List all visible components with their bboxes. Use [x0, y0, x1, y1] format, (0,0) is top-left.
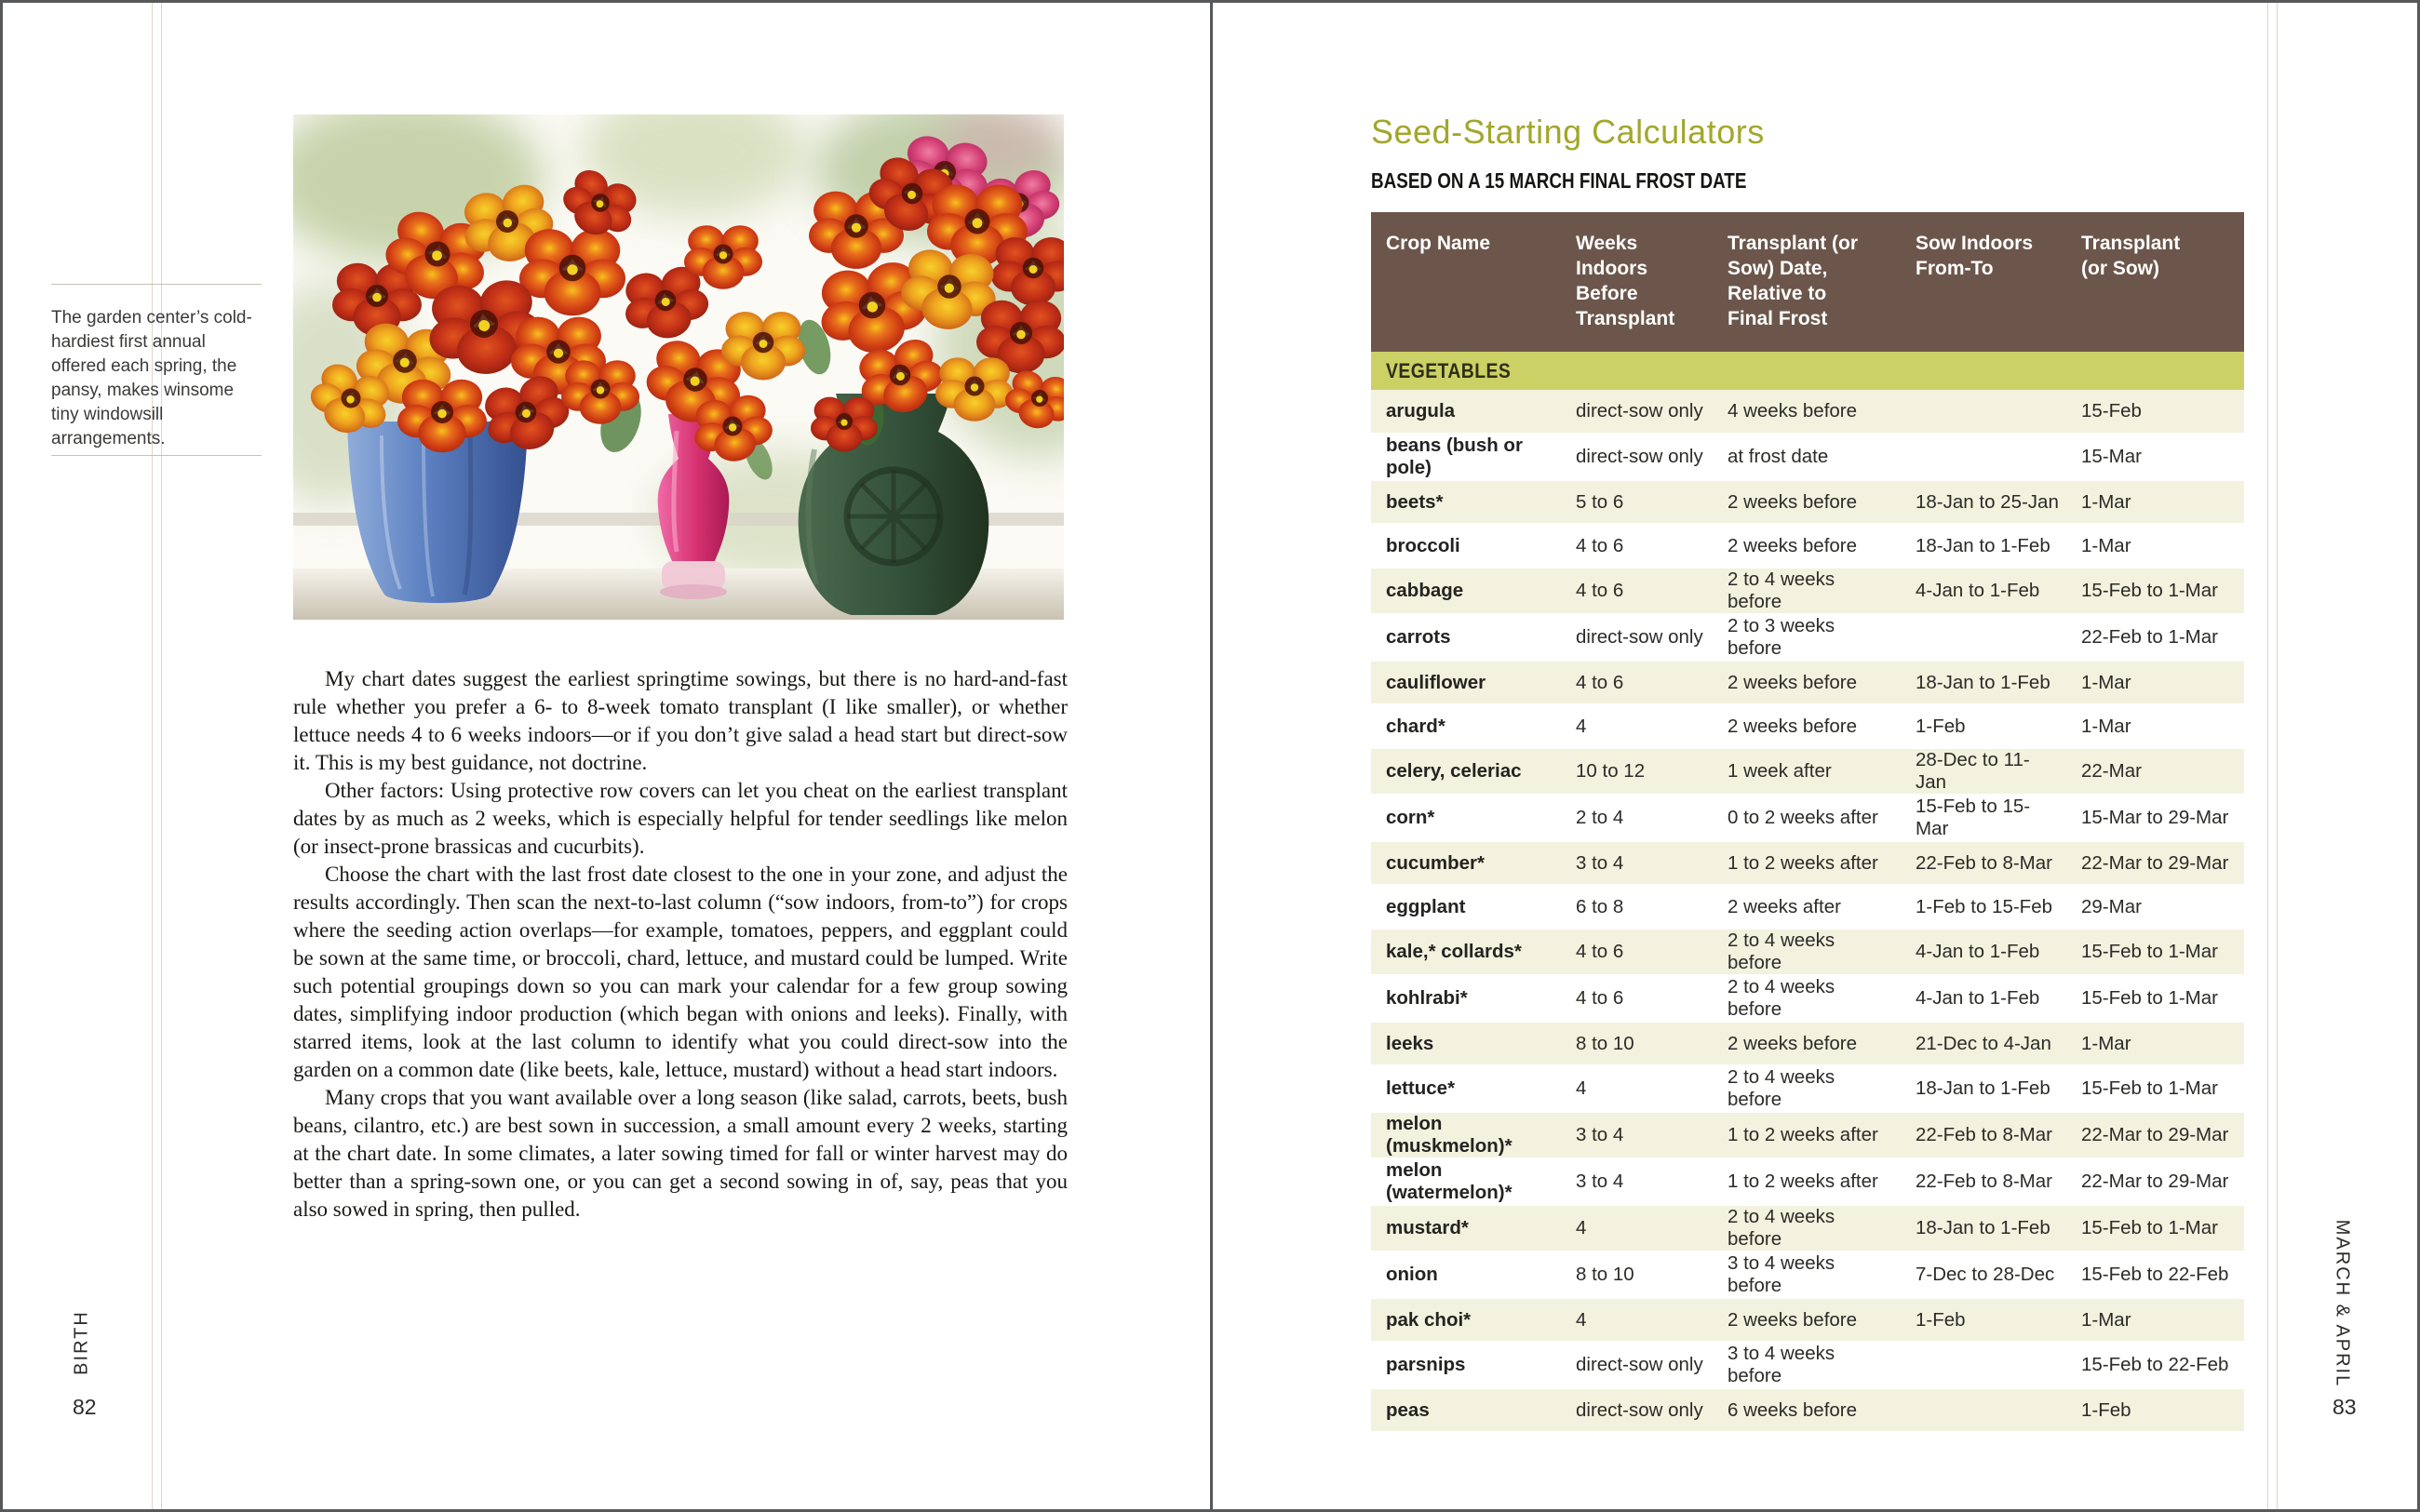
table-row: [1371, 929, 2244, 975]
relative-date-cell: 1 to 2 weeks after: [1713, 841, 1901, 885]
sow-indoors-cell: 15-Feb to 15-Mar: [1901, 795, 2066, 841]
relative-date-cell: 2 to 4 weeks before: [1713, 929, 1901, 975]
left-margin-rule-inner: [161, 3, 162, 1512]
crop-name-cell: parsnips: [1371, 1342, 1561, 1388]
table-row: [1371, 1065, 2244, 1112]
table-row: [1371, 841, 2244, 885]
transplant-date-cell: 1-Mar: [2066, 1298, 2244, 1342]
table-row: [1371, 390, 2244, 434]
weeks-indoors-cell: 4 to 6: [1561, 975, 1713, 1022]
table-row: [1371, 1298, 2244, 1342]
transplant-date-cell: 15-Feb to 1-Mar: [2066, 975, 2244, 1022]
weeks-indoors-cell: direct-sow only: [1561, 614, 1713, 661]
relative-date-cell: 0 to 2 weeks after: [1713, 795, 1901, 841]
caption-rule-top: [51, 284, 262, 285]
transplant-date-cell: 15-Mar: [2066, 434, 2244, 480]
weeks-indoors-cell: 4: [1561, 1065, 1713, 1112]
weeks-indoors-cell: direct-sow only: [1561, 1388, 1713, 1432]
crop-name-cell: arugula: [1371, 390, 1561, 434]
transplant-date-cell: 15-Feb to 1-Mar: [2066, 1065, 2244, 1112]
table-row: [1371, 661, 2244, 704]
relative-date-cell: 3 to 4 weeks before: [1713, 1342, 1901, 1388]
sow-indoors-cell: [1901, 434, 2066, 480]
relative-date-cell: 2 weeks before: [1713, 661, 1901, 704]
transplant-date-cell: 1-Mar: [2066, 1022, 2244, 1065]
transplant-date-cell: 1-Mar: [2066, 661, 2244, 704]
paragraph-2: Other factors: Using protective row covers can let you cheat on the earliest transplant dates by as much as 2 weeks, which is especially helpful for tender seedlings like melon (or insect-prone brassicas and cucurbits).: [293, 779, 1068, 858]
transplant-date-cell: 15-Feb to 1-Mar: [2066, 568, 2244, 614]
crop-name-cell: peas: [1371, 1388, 1561, 1432]
weeks-indoors-cell: 4: [1561, 1298, 1713, 1342]
sow-indoors-cell: 1-Feb to 15-Feb: [1901, 885, 2066, 929]
relative-date-cell: 2 to 4 weeks before: [1713, 975, 1901, 1022]
table-row: [1371, 1022, 2244, 1065]
crop-name-cell: kohlrabi*: [1371, 975, 1561, 1022]
table-row: [1371, 434, 2244, 480]
sow-indoors-cell: 4-Jan to 1-Feb: [1901, 975, 2066, 1022]
transplant-date-cell: 22-Mar: [2066, 748, 2244, 795]
relative-date-cell: 4 weeks before: [1713, 390, 1901, 434]
table-row: [1371, 1342, 2244, 1388]
table-row: [1371, 748, 2244, 795]
sow-indoors-cell: 1-Feb: [1901, 1298, 2066, 1342]
crop-name-cell: melon (watermelon)*: [1371, 1158, 1561, 1205]
sow-indoors-cell: [1901, 1388, 2066, 1432]
weeks-indoors-cell: 3 to 4: [1561, 1158, 1713, 1205]
crop-name-cell: cabbage: [1371, 568, 1561, 614]
weeks-indoors-cell: 2 to 4: [1561, 795, 1713, 841]
relative-date-cell: 2 to 3 weeks before: [1713, 614, 1901, 661]
sow-indoors-cell: 1-Feb: [1901, 704, 2066, 748]
crop-table-body: [1371, 352, 2244, 1432]
weeks-indoors-cell: 8 to 10: [1561, 1022, 1713, 1065]
pansies-photo: [293, 114, 1064, 620]
transplant-date-cell: 15-Mar to 29-Mar: [2066, 795, 2244, 841]
crop-name-cell: eggplant: [1371, 885, 1561, 929]
relative-date-cell: 2 weeks before: [1713, 480, 1901, 524]
relative-date-cell: 1 week after: [1713, 748, 1901, 795]
weeks-indoors-cell: 5 to 6: [1561, 480, 1713, 524]
table-row: [1371, 524, 2244, 568]
weeks-indoors-cell: 3 to 4: [1561, 841, 1713, 885]
sow-indoors-cell: 4-Jan to 1-Feb: [1901, 929, 2066, 975]
relative-date-cell: 2 weeks before: [1713, 1298, 1901, 1342]
paragraph-4: Many crops that you want available over a long season (like salad, carrots, beets, bush beans, cilantro, etc.) are best sown in succession, a small amount every 2 weeks, starting at the chart date. In some climates, a later sowing timed for fall or winter harvest may do better than a spring-sown one, or you can get a second sowing in of, say, peas that you also sowed in spring, then pulled.: [293, 1086, 1068, 1221]
crop-name-cell: corn*: [1371, 795, 1561, 841]
sow-indoors-cell: 18-Jan to 1-Feb: [1901, 1065, 2066, 1112]
transplant-date-cell: 1-Mar: [2066, 704, 2244, 748]
sow-indoors-cell: 22-Feb to 8-Mar: [1901, 1158, 2066, 1205]
table-row: [1371, 1158, 2244, 1205]
weeks-indoors-cell: 10 to 12: [1561, 748, 1713, 795]
relative-date-cell: 2 to 4 weeks before: [1713, 568, 1901, 614]
weeks-indoors-cell: 8 to 10: [1561, 1251, 1713, 1298]
relative-date-cell: 1 to 2 weeks after: [1713, 1158, 1901, 1205]
table-row: [1371, 568, 2244, 614]
table-section-row: [1371, 352, 2244, 390]
sow-indoors-cell: 21-Dec to 4-Jan: [1901, 1022, 2066, 1065]
crop-name-cell: chard*: [1371, 704, 1561, 748]
transplant-date-cell: 1-Mar: [2066, 524, 2244, 568]
relative-date-cell: 2 weeks before: [1713, 1022, 1901, 1065]
sow-indoors-cell: 22-Feb to 8-Mar: [1901, 841, 2066, 885]
crop-name-cell: onion: [1371, 1251, 1561, 1298]
seed-starting-table: [1371, 212, 2244, 1433]
sow-indoors-cell: 7-Dec to 28-Dec: [1901, 1251, 2066, 1298]
weeks-indoors-cell: 4: [1561, 704, 1713, 748]
paragraph-3: Choose the chart with the last frost date closest to the one in your zone, and adjust the results accordingly. Then scan the next-to-last column (“sow indoors, from-to”) for crops where the seeding action overlaps—for example, tomatoes, peppers, and eggplant could be sown at the same time, or broccoli, chard, lettuce, and mustard could be lumped. Write such potential groupings down so you can mark your calendar for a few group sowing dates, simplifying indoor production (which began with onions and leeks). Finally, with starred items, look at the last column to identify what you could direct-sow into the garden on a common date (like beets, kale, lettuce, mustard) without a head start indoors.: [293, 863, 1068, 1081]
table-row: [1371, 1251, 2244, 1298]
table-row: [1371, 885, 2244, 929]
crop-name-cell: cauliflower: [1371, 661, 1561, 704]
crop-name-cell: carrots: [1371, 614, 1561, 661]
relative-date-cell: 2 weeks after: [1713, 885, 1901, 929]
page-number-right: 83: [2333, 1395, 2357, 1419]
page-number-left: 82: [73, 1395, 97, 1419]
crop-name-cell: beans (bush or pole): [1371, 434, 1561, 480]
transplant-date-cell: 15-Feb to 1-Mar: [2066, 1205, 2244, 1251]
sow-indoors-cell: 22-Feb to 8-Mar: [1901, 1112, 2066, 1158]
body-text: [293, 665, 1068, 1224]
weeks-indoors-cell: 6 to 8: [1561, 885, 1713, 929]
col-header-sow-indoors: Sow Indoors From-To: [1901, 212, 2066, 352]
col-header-weeks-indoors: Weeks Indoors Before Transplant: [1561, 212, 1713, 352]
table-row: [1371, 975, 2244, 1022]
sow-indoors-cell: [1901, 390, 2066, 434]
weeks-indoors-cell: 4: [1561, 1205, 1713, 1251]
crop-name-cell: kale,* collards*: [1371, 929, 1561, 975]
crop-name-cell: broccoli: [1371, 524, 1561, 568]
relative-date-cell: 2 weeks before: [1713, 704, 1901, 748]
crop-name-cell: melon (muskmelon)*: [1371, 1112, 1561, 1158]
sow-indoors-cell: [1901, 1342, 2066, 1388]
right-margin-rule-outer: [2277, 3, 2278, 1512]
col-header-transplant-relative: Transplant (or Sow) Date, Relative to Final Frost: [1713, 212, 1901, 352]
transplant-date-cell: 15-Feb to 1-Mar: [2066, 929, 2244, 975]
relative-date-cell: 1 to 2 weeks after: [1713, 1112, 1901, 1158]
transplant-date-cell: 15-Feb to 22-Feb: [2066, 1342, 2244, 1388]
relative-date-cell: 2 to 4 weeks before: [1713, 1065, 1901, 1112]
sow-indoors-cell: 18-Jan to 25-Jan: [1901, 480, 2066, 524]
photo-caption: The garden center’s cold-hardiest first annual offered each spring, the pansy, makes winsome tiny windowsill arrangements.: [51, 308, 252, 448]
transplant-date-cell: 22-Feb to 1-Mar: [2066, 614, 2244, 661]
weeks-indoors-cell: 4 to 6: [1561, 929, 1713, 975]
transplant-date-cell: 1-Feb: [2066, 1388, 2244, 1432]
sow-indoors-cell: 18-Jan to 1-Feb: [1901, 524, 2066, 568]
col-header-crop-name: Crop Name: [1371, 212, 1561, 352]
table-header-row: [1371, 212, 2244, 352]
table-row: [1371, 614, 2244, 661]
crop-name-cell: beets*: [1371, 480, 1561, 524]
table-row: [1371, 795, 2244, 841]
page-title: Seed-Starting Calculators: [1371, 113, 1765, 151]
page-subtitle: BASED ON A 15 MARCH FINAL FROST DATE: [1371, 168, 1747, 193]
sow-indoors-cell: 18-Jan to 1-Feb: [1901, 661, 2066, 704]
right-margin-rule-inner: [2267, 3, 2268, 1512]
col-header-transplant: Transplant (or Sow): [2066, 212, 2244, 352]
weeks-indoors-cell: 4 to 6: [1561, 661, 1713, 704]
sow-indoors-cell: 4-Jan to 1-Feb: [1901, 568, 2066, 614]
weeks-indoors-cell: direct-sow only: [1561, 434, 1713, 480]
transplant-date-cell: 1-Mar: [2066, 480, 2244, 524]
transplant-date-cell: 22-Mar to 29-Mar: [2066, 841, 2244, 885]
crop-name-cell: leeks: [1371, 1022, 1561, 1065]
table-row: [1371, 704, 2244, 748]
relative-date-cell: 2 to 4 weeks before: [1713, 1205, 1901, 1251]
caption-rule-bottom: [51, 455, 262, 456]
sow-indoors-cell: [1901, 614, 2066, 661]
transplant-date-cell: 15-Feb to 22-Feb: [2066, 1251, 2244, 1298]
crop-name-cell: mustard*: [1371, 1205, 1561, 1251]
weeks-indoors-cell: direct-sow only: [1561, 390, 1713, 434]
chapter-label-birth: BIRTH: [71, 1310, 92, 1375]
weeks-indoors-cell: 4 to 6: [1561, 524, 1713, 568]
sow-indoors-cell: 18-Jan to 1-Feb: [1901, 1205, 2066, 1251]
relative-date-cell: 6 weeks before: [1713, 1388, 1901, 1432]
crop-name-cell: cucumber*: [1371, 841, 1561, 885]
sow-indoors-cell: 28-Dec to 11-Jan: [1901, 748, 2066, 795]
paragraph-1: My chart dates suggest the earliest springtime sowings, but there is no hard-and-fast rule whether you prefer a 6- to 8-week tomato transplant (I like smaller), or whether lettuce needs 4 to 6 weeks indoors—or if you don’t give salad a head start but direct-sow it. This is my best guidance, not doctrine.: [293, 667, 1068, 774]
left-margin-rule-outer: [152, 3, 153, 1512]
relative-date-cell: 2 weeks before: [1713, 524, 1901, 568]
weeks-indoors-cell: 4 to 6: [1561, 568, 1713, 614]
weeks-indoors-cell: direct-sow only: [1561, 1342, 1713, 1388]
table-row: [1371, 480, 2244, 524]
transplant-date-cell: 22-Mar to 29-Mar: [2066, 1112, 2244, 1158]
weeks-indoors-cell: 3 to 4: [1561, 1112, 1713, 1158]
table-row: [1371, 1205, 2244, 1251]
relative-date-cell: 3 to 4 weeks before: [1713, 1251, 1901, 1298]
transplant-date-cell: 29-Mar: [2066, 885, 2244, 929]
crop-name-cell: lettuce*: [1371, 1065, 1561, 1112]
pansies-photo-illustration: [293, 114, 1064, 620]
chapter-label-march-april: MARCH & APRIL: [2332, 1219, 2353, 1388]
transplant-date-cell: 15-Feb: [2066, 390, 2244, 434]
crop-name-cell: pak choi*: [1371, 1298, 1561, 1342]
table-row: [1371, 1388, 2244, 1432]
table-row: [1371, 1112, 2244, 1158]
relative-date-cell: at frost date: [1713, 434, 1901, 480]
transplant-date-cell: 22-Mar to 29-Mar: [2066, 1158, 2244, 1205]
page-gutter-divider: [1210, 3, 1213, 1512]
table-section-header: VEGETABLES: [1371, 352, 2244, 390]
crop-name-cell: celery, celeriac: [1371, 748, 1561, 795]
